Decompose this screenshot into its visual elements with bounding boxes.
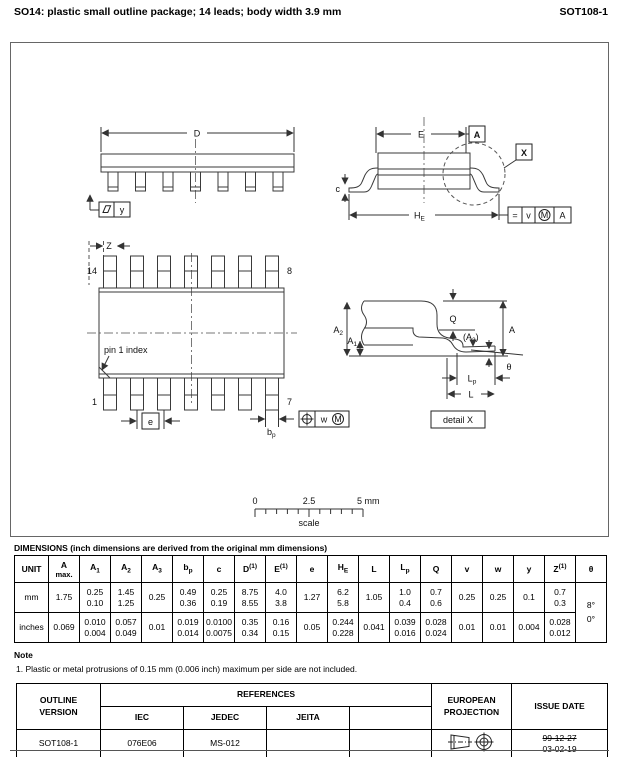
svg-text:M: M (540, 210, 549, 220)
unit-inches: inches (15, 613, 49, 643)
col-A-max: A max. (49, 556, 80, 583)
pin-number-14: 14 (86, 266, 97, 276)
cell: 6.2 5.8 (328, 583, 359, 613)
iec-value: 076E06 (101, 730, 184, 757)
dim-label-Lp: $L_p$ (467, 373, 477, 386)
dimensions-header-row (15, 556, 607, 583)
col-L: L (359, 556, 390, 583)
dim-label-A3: $(A_3)$ (463, 332, 479, 344)
dimensions-row-inches (15, 613, 607, 643)
cell: 0.1 (514, 583, 545, 613)
svg-text:A: A (559, 210, 566, 221)
package-code: SOT108-1 (559, 6, 608, 18)
detail-x-circle (443, 143, 505, 205)
projection-cell (432, 730, 512, 757)
lead-left (349, 168, 378, 192)
cell: 0.244 0.228 (328, 613, 359, 643)
symmetry-symbol-icon: = (512, 210, 518, 221)
end-view (336, 117, 572, 223)
cell: 0.039 0.016 (390, 613, 421, 643)
flatness-value: y (119, 205, 125, 215)
scale-tick-0: 0 (252, 496, 258, 506)
col-HE: $H_E$ (328, 556, 359, 583)
note-item-1: 1. Plastic or metal protrusions of 0.15 mm (0.006 inch) maximum per side are not included. (16, 664, 358, 674)
issue-date-header: ISSUE DATE (512, 684, 608, 730)
scale-tick-25: 2.5 (302, 496, 316, 506)
svg-text:M: M (334, 414, 342, 424)
dimensions-table (14, 555, 607, 643)
cell: 0.028 0.012 (545, 613, 576, 643)
cell: 1.0 0.4 (390, 583, 421, 613)
col-c: c (204, 556, 235, 583)
footer-rule (10, 750, 609, 751)
pin-number-8: 8 (287, 266, 293, 276)
dim-label-Q: Q (449, 314, 457, 324)
pin1-chamfer (99, 367, 110, 378)
ref-header-row-1 (17, 684, 608, 707)
european-projection-header: EUROPEAN PROJECTION (432, 684, 512, 730)
col-bp: $b_p$ (173, 556, 204, 583)
dimensions-row-mm (15, 583, 607, 613)
col-Q: Q (421, 556, 452, 583)
col-v: v (452, 556, 483, 583)
svg-text:X: X (520, 148, 528, 158)
cell: 0.057 0.049 (111, 613, 142, 643)
pin1-index-label: pin 1 index (104, 345, 148, 355)
svg-text:v: v (526, 210, 531, 221)
cell: 0.004 (514, 613, 545, 643)
col-Z: $Z^{(1)}$ (545, 556, 576, 583)
tolerance-frame-w (299, 411, 349, 427)
cell: 4.0 3.8 (266, 583, 297, 613)
cell: 0.25 (483, 583, 514, 613)
outline-version-header: OUTLINE VERSION (17, 684, 101, 730)
cell: 0.25 (142, 583, 173, 613)
col-A2: $A_2$ (111, 556, 142, 583)
scale-bar (252, 496, 379, 528)
dim-label-c: c (335, 184, 340, 194)
cell: 1.27 (297, 583, 328, 613)
col-A1: $A_1$ (80, 556, 111, 583)
col-A3: $A_3$ (142, 556, 173, 583)
references-header: REFERENCES (101, 684, 432, 707)
position-symbol-icon (301, 413, 314, 426)
page-title: SO14: plastic small outline package; 14 leads; body width 3.9 mm (14, 6, 342, 18)
svg-text:w: w (320, 414, 328, 425)
dim-label-E: E (417, 129, 425, 140)
col-y: y (514, 556, 545, 583)
cell: 0.25 (452, 583, 483, 613)
extra-value (350, 730, 432, 757)
jeita-header: JEITA (267, 707, 350, 730)
unit-mm: mm (15, 583, 49, 613)
col-e: e (297, 556, 328, 583)
cell: 0.010 0.004 (80, 613, 111, 643)
dim-label-Z: Z (106, 241, 112, 251)
col-unit: UNIT (15, 556, 49, 583)
cell: 0.028 0.024 (421, 613, 452, 643)
cell: 0.0100 0.0075 (204, 613, 235, 643)
cell: 0.35 0.34 (235, 613, 266, 643)
col-E: $E^{(1)}$ (266, 556, 297, 583)
outline-version-value: SOT108-1 (17, 730, 101, 757)
detail-x-caption: detail X (442, 415, 474, 425)
package-body-side (101, 154, 294, 172)
cell: 0.01 (142, 613, 173, 643)
top-view (87, 241, 349, 439)
cell: 0.25 0.10 (80, 583, 111, 613)
lead-right (470, 168, 499, 192)
issue-date-old: 99-12-27 (542, 732, 577, 743)
cell: 0.49 0.36 (173, 583, 204, 613)
cell: 0.019 0.014 (173, 613, 204, 643)
issue-date-value (512, 730, 608, 757)
scale-label: scale (298, 518, 320, 528)
scale-tick-5: 5 mm (357, 496, 380, 506)
side-view (90, 127, 294, 217)
tolerance-frame-v (499, 207, 571, 223)
cell: 1.45 1.25 (111, 583, 142, 613)
col-D: $D^{(1)}$ (235, 556, 266, 583)
dim-label-theta: θ (506, 362, 512, 372)
dim-label-A1: $A_1$ (347, 336, 357, 348)
svg-text:A: A (473, 130, 481, 140)
col-w: w (483, 556, 514, 583)
flatness-icon (103, 206, 111, 213)
cell: 0.16 0.15 (266, 613, 297, 643)
dim-label-A2: $A_2$ (333, 325, 343, 337)
dim-label-bp: $b_p$ (267, 427, 276, 439)
cell: 0.05 (297, 613, 328, 643)
cell: 1.75 (49, 583, 80, 613)
dim-label-HE: $H_E$ (414, 210, 425, 223)
dim-label-e: e (147, 417, 154, 427)
body-top-edge (364, 301, 437, 324)
jeita-value (267, 730, 350, 757)
ref-data-row (17, 730, 608, 757)
col-theta: θ (576, 556, 607, 583)
issue-date-new: 03-02-19 (542, 744, 577, 754)
detail-x-view (333, 289, 523, 428)
flatness-callout (90, 195, 130, 217)
cell-theta: 8° 0° (576, 583, 607, 643)
cell: 0.01 (452, 613, 483, 643)
cell: 0.069 (49, 613, 80, 643)
col-Lp: $L_p$ (390, 556, 421, 583)
note-heading: Note (14, 650, 33, 660)
drawing-frame (10, 42, 609, 537)
references-table (16, 683, 608, 757)
iec-header: IEC (101, 707, 184, 730)
extra-header (350, 707, 432, 730)
dim-label-A: A (509, 325, 516, 335)
cell: 0.041 (359, 613, 390, 643)
cell: 1.05 (359, 583, 390, 613)
cell: 0.25 0.19 (204, 583, 235, 613)
cell: 0.7 0.6 (421, 583, 452, 613)
cell: 8.75 8.55 (235, 583, 266, 613)
dim-label-D: D (193, 128, 201, 139)
cell: 0.01 (483, 613, 514, 643)
jedec-value: MS-012 (184, 730, 267, 757)
pin-number-7: 7 (287, 397, 293, 407)
pin-number-1: 1 (91, 397, 97, 407)
dimensions-caption: DIMENSIONS (inch dimensions are derived from the original mm dimensions) (14, 543, 328, 553)
package-outline-drawing (11, 43, 608, 536)
dim-label-L: L (468, 389, 474, 400)
break-line (362, 301, 367, 345)
cell: 0.7 0.3 (545, 583, 576, 613)
jedec-header: JEDEC (184, 707, 267, 730)
